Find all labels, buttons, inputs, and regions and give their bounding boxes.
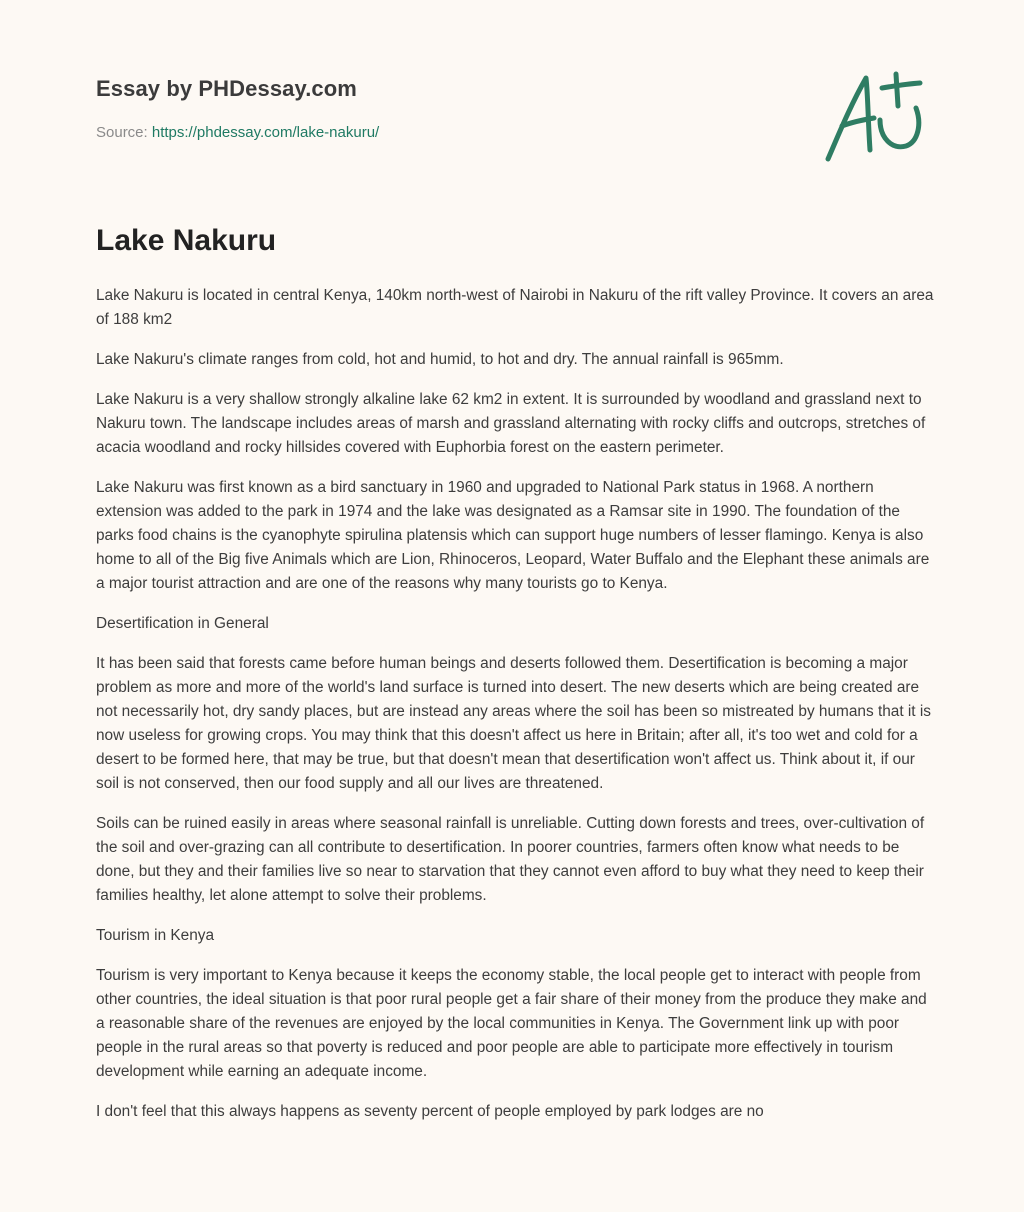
paragraph: Lake Nakuru's climate ranges from cold, hot and humid, to hot and dry. The annual rainfall is 965mm. xyxy=(96,351,784,368)
a-plus-logo-icon xyxy=(818,66,930,166)
paragraph: Tourism is very important to Kenya because it keeps the economy stable, the local people get to interact with people from other countries, the ideal situation is that poor rural people get a fair share of their money from the produce they make and a reasonable share of the revenues are enjoyed by the local communities in Kenya. The Government link up with poor people in the rural areas so that poverty is reduced and poor people are able to participate more effectively in tourism development while earning an adequate income. xyxy=(96,967,927,1080)
section-heading: Tourism in Kenya xyxy=(96,927,215,944)
section-heading: Desertification in General xyxy=(96,615,269,632)
paragraph: Lake Nakuru was first known as a bird sanctuary in 1960 and upgraded to National Park status in 1968. A northern extension was added to the park in 1974 and the lake was designated as a Ramsar site in 1990. The foundation of the parks food chains is the cyanophyte spirulina platensis which can support huge numbers of lesser flamingo. Kenya is also home to all of the Big five Animals which are Lion, Rhinoceros, Leopard, Water Buffalo and the Elephant these animals are a major tourist attraction and are one of the reasons why many tourists go to Kenya. xyxy=(96,479,930,592)
essay-body xyxy=(96,284,934,1140)
paragraph: Soils can be ruined easily in areas where seasonal rainfall is unreliable. Cutting down forests and trees, over-cultivation of the soil and over-grazing can all contribute to desertification. In poorer countries, farmers often know what needs to be done, but they and their families live so near to starvation that they cannot even afford to buy what they need to keep their families healthy, let alone attempt to solve their problems. xyxy=(96,815,925,904)
source-line xyxy=(96,124,379,141)
site-title: Essay by PHDessay.com xyxy=(96,76,357,101)
essay-title: Lake Nakuru xyxy=(96,224,277,257)
paragraph: It has been said that forests came before human beings and deserts followed them. Desertification is becoming a major problem as more and more of the world's land surface is turned into desert. The new deserts which are being created are not necessarily hot, dry sandy places, but are instead any areas where the soil has been so mistreated by humans that it is now useless for growing crops. You may think that this doesn't affect us here in Britain; after all, it's too wet and cold for a desert to be formed here, that may be true, but that doesn't mean that desertification won't affect us. Think about it, if our soil is not conserved, then our food supply and all our lives are threatened. xyxy=(96,655,931,792)
source-link[interactable]: https://phdessay.com/lake-nakuru/ xyxy=(151,124,380,141)
paragraph: Lake Nakuru is located in central Kenya, 140km north-west of Nairobi in Nakuru of the rift valley Province. It covers an area of 188 km2 xyxy=(96,287,934,328)
paragraph: Lake Nakuru is a very shallow strongly alkaline lake 62 km2 in extent. It is surrounded by woodland and grassland next to Nakuru town. The landscape includes areas of marsh and grassland alternating with rocky cliffs and outcrops, stretches of acacia woodland and rocky hillsides covered with Euphorbia forest on the eastern perimeter. xyxy=(96,391,926,456)
paragraph: I don't feel that this always happens as seventy percent of people employed by park lodges are no xyxy=(96,1103,764,1120)
source-label: Source: xyxy=(96,124,148,141)
